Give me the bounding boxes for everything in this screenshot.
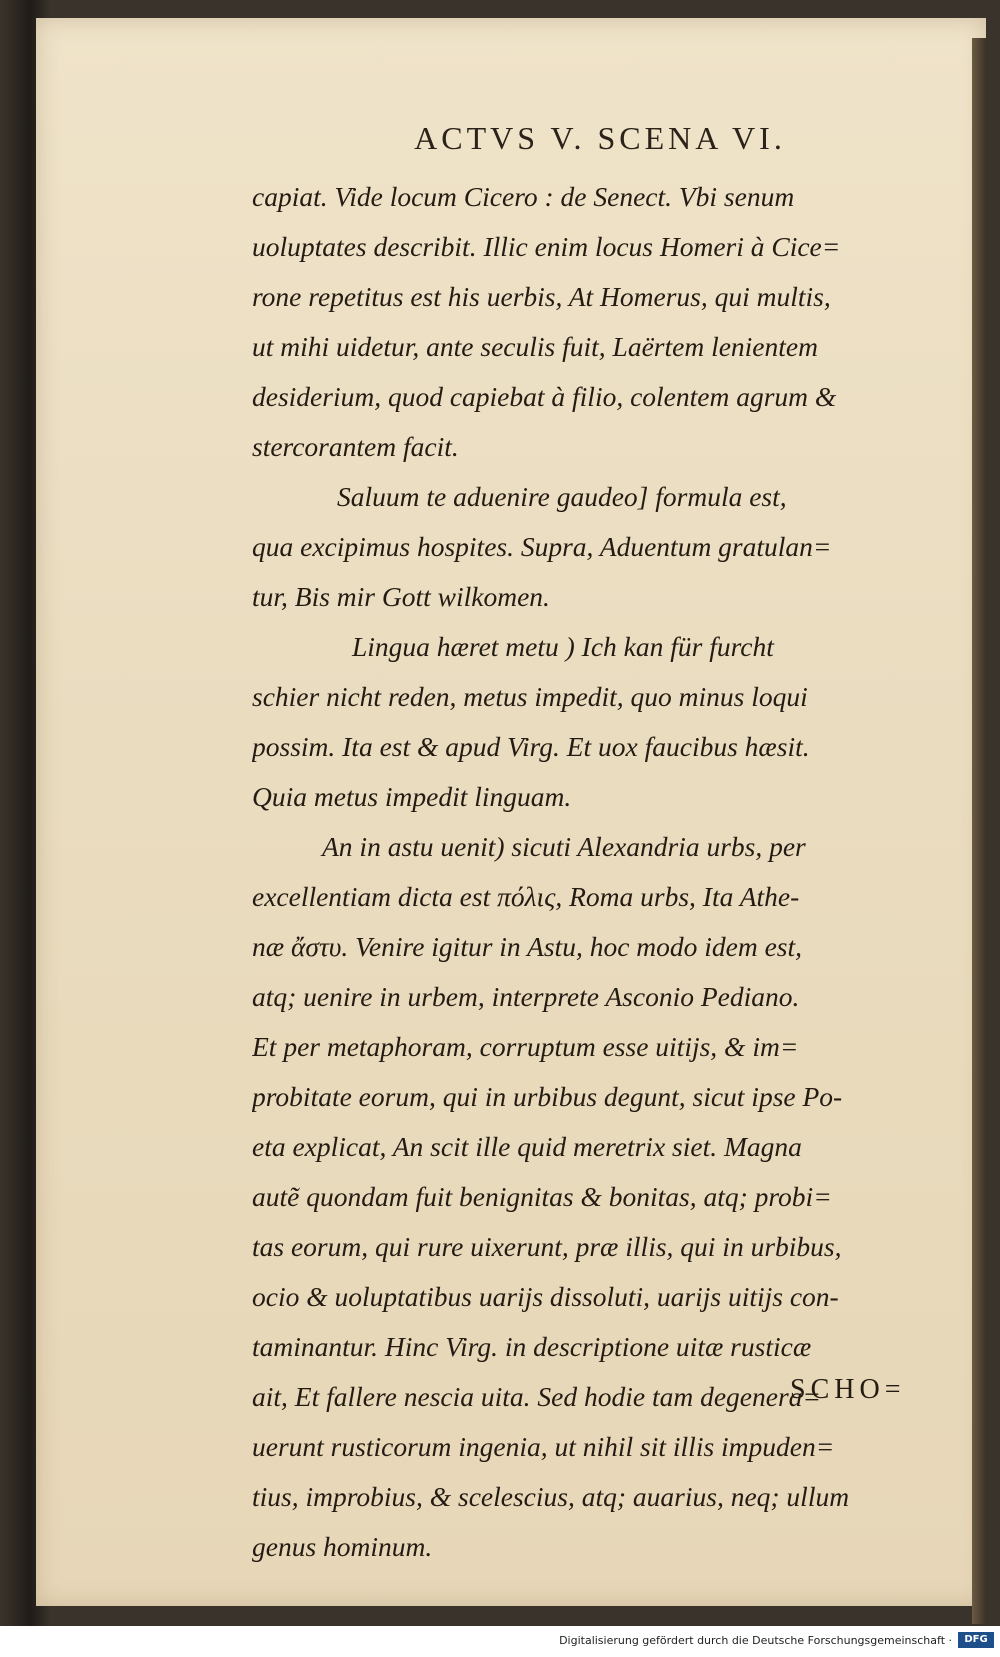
text-line: næ ἄστυ. Venire igitur in Astu, hoc modo idem est, [252, 931, 803, 962]
dfg-logo-icon: DFG [958, 1632, 994, 1648]
text-line: desiderium, quod capiebat à filio, colentem agrum & [252, 381, 837, 412]
text-line: excellentiam dicta est πόλις, Roma urbs, Ita Athe- [252, 881, 800, 912]
text-line: qua excipimus hospites. Supra, Aduentum gratulan= [252, 531, 832, 562]
funding-notice: Digitalisierung gefördert durch die Deutsche Forschungsgemeinschaft · [559, 1634, 952, 1647]
text-line: atq; uenire in urbem, interprete Asconio Pediano. [252, 981, 800, 1012]
text-line: possim. Ita est & apud Virg. Et uox faucibus hæsit. [252, 731, 810, 762]
text-line: schier nicht reden, metus impedit, quo minus loqui [252, 681, 808, 712]
text-line: ut mihi uidetur, ante seculis fuit, Laërtem lenientem [252, 331, 818, 362]
text-line: eta explicat, An scit ille quid meretrix siet. Magna [252, 1131, 802, 1162]
text-line: Quia metus impedit linguam. [252, 781, 572, 812]
text-line: genus hominum. [252, 1531, 433, 1562]
text-line: uoluptates describit. Illic enim locus Homeri à Cice= [252, 231, 841, 262]
text-line: rone repetitus est his uerbis, At Homerus, qui multis, [252, 281, 831, 312]
text-line: autẽ quondam fuit benignitas & bonitas, atq; probi= [252, 1181, 832, 1212]
text-line: tius, improbius, & scelescius, atq; auarius, neq; ullum [252, 1481, 850, 1512]
text-line: stercorantem facit. [252, 431, 459, 462]
text-line: ait, Et fallere nescia uita. Sed hodie tam degenera= [252, 1381, 821, 1412]
catchword: SCHO= [790, 1374, 906, 1405]
text-line: ocio & uoluptatibus uarijs dissoluti, uarijs uitijs con- [252, 1281, 839, 1312]
text-line: capiat. Vide locum Cicero : de Senect. Vbi senum [252, 181, 795, 212]
text-line: Et per metaphoram, corruptum esse uitijs, & im= [252, 1031, 799, 1062]
running-head: ACTVS V. SCENA VI. [414, 120, 786, 156]
text-line: uerunt rusticorum ingenia, ut nihil sit illis impuden= [252, 1431, 835, 1462]
page-edge [972, 38, 986, 1624]
text-line: An in astu uenit) sicuti Alexandria urbs, per [322, 831, 806, 862]
text-line: taminantur. Hinc Virg. in descriptione uitæ rusticæ [252, 1331, 812, 1362]
text-line: tur, Bis mir Gott wilkomen. [252, 581, 550, 612]
text-line: tas eorum, qui rure uixerunt, præ illis, qui in urbibus, [252, 1231, 842, 1262]
footer-bar [0, 1626, 1000, 1657]
text-line: Lingua hæret metu ) Ich kan für furcht [352, 631, 774, 662]
text-line: Saluum te aduenire gaudeo] formula est, [337, 481, 787, 512]
text-line: probitate eorum, qui in urbibus degunt, sicut ipse Po- [252, 1081, 843, 1112]
body-text [252, 172, 927, 1572]
